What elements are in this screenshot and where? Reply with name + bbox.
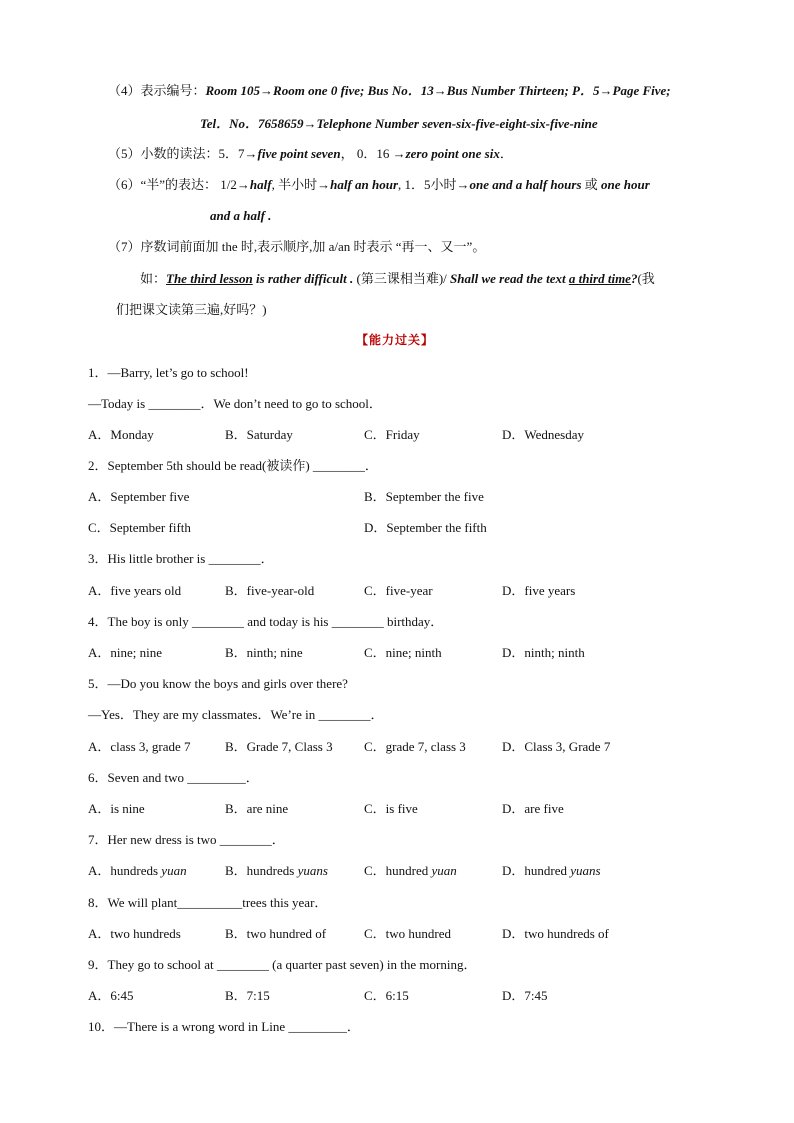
q3-option-d[interactable]: D．five years [502, 583, 576, 598]
question-5-stem-2: —Yes．They are my classmates．We’re in ________． [88, 707, 384, 722]
note-7-ex-prefix: 如： [140, 271, 167, 286]
q2-option-b[interactable]: B．September the five [364, 489, 484, 504]
question-1-stem: 1．—Barry, let’s go to school! [88, 365, 249, 380]
note-5-end: ． [499, 146, 513, 161]
q4-option-a[interactable]: A．nine; nine [88, 645, 163, 660]
note-5-a: five point seven [257, 146, 341, 161]
q5-option-c[interactable]: C．grade 7, class 3 [364, 739, 466, 754]
note-7-ex-cn1: (第三课相当难)/ [353, 271, 451, 286]
note-6 [108, 176, 650, 194]
q1-option-c[interactable]: C．Friday [364, 427, 420, 442]
q6-option-b[interactable]: B．are nine [225, 801, 289, 816]
q5-option-b[interactable]: B．Grade 7, Class 3 [225, 739, 333, 754]
question-1-stem-2: —Today is ________．We don’t need to go to school． [88, 396, 382, 411]
question-6-stem: 6．Seven and two _________． [88, 770, 259, 785]
q3-option-c[interactable]: C．five-year [364, 583, 433, 598]
note-7-ex-cont: 们把课文读第三遍,好吗？) [116, 302, 267, 317]
question-7-stem: 7．Her new dress is two ________． [88, 832, 285, 847]
q5-option-a[interactable]: A．class 3, grade 7 [88, 739, 191, 754]
q7-option-d[interactable] [502, 862, 601, 880]
note-6-c: one and a half hours [469, 177, 582, 192]
q9-option-d[interactable]: D．7:45 [502, 988, 548, 1003]
q2-option-c[interactable]: C．September fifth [88, 520, 191, 535]
q8-option-d[interactable]: D．two hundreds of [502, 926, 609, 941]
q8-option-a[interactable]: A．two hundreds [88, 926, 181, 941]
note-5-mid: ， 0．16 → [340, 146, 406, 161]
note-4-cont: Tel．No．7658659→Telephone Number seven-six-five-eight-six-five-nine [200, 116, 598, 131]
q7-option-a[interactable] [88, 862, 187, 880]
q3-option-b[interactable]: B．five-year-old [225, 583, 315, 598]
note-4 [108, 82, 671, 100]
note-6-prefix: （6）“半”的表达： 1/2→ [108, 177, 250, 192]
note-7-ex-cn2: (我 [637, 271, 655, 286]
q7-option-b-unit: yuans [297, 863, 328, 878]
note-5 [108, 145, 513, 163]
question-5-stem: 5．—Do you know the boys and girls over there? [88, 676, 348, 691]
q7-option-c[interactable] [364, 862, 457, 880]
q6-option-a[interactable]: A．is nine [88, 801, 145, 816]
note-7-ex-b-end: ? [630, 271, 638, 286]
question-2-stem: 2．September 5th should be read(被读作) ________． [88, 458, 378, 473]
note-5-prefix: （5）小数的读法：5．7→ [108, 146, 258, 161]
note-7-ex-a-underlined: The third lesson [166, 271, 253, 286]
q9-option-b[interactable]: B．7:15 [225, 988, 270, 1003]
q7-option-c-unit: yuan [431, 863, 457, 878]
q7-option-a-unit: yuan [161, 863, 187, 878]
note-4-prefix: （4）表示编号： [108, 83, 206, 98]
q7-option-b-text: B．hundreds [225, 863, 298, 878]
note-6-mid2: , 1．5小时→ [398, 177, 470, 192]
note-6-a: half [249, 177, 272, 192]
question-3-stem: 3．His little brother is ________． [88, 551, 274, 566]
q1-option-a[interactable]: A．Monday [88, 427, 154, 442]
q7-option-b[interactable] [225, 862, 328, 880]
q2-option-a[interactable]: A．September five [88, 489, 190, 504]
q6-option-d[interactable]: D．are five [502, 801, 564, 816]
q4-option-d[interactable]: D．ninth; ninth [502, 645, 585, 660]
note-7-ex-b-underlined: a third time [568, 271, 631, 286]
note-6-mid3: 或 [581, 177, 602, 192]
q9-option-c[interactable]: C．6:15 [364, 988, 409, 1003]
note-4-text: Room 105→Room one 0 five; Bus No．13→Bus Number Thirteen; P．5→Page Five; [205, 83, 671, 98]
note-6-mid1: , 半小时→ [271, 177, 331, 192]
note-6-b: half an hour [330, 177, 399, 192]
q7-option-d-unit: yuans [570, 863, 601, 878]
note-6-cont: and a half . [210, 208, 272, 223]
note-5-b: zero point one six [405, 146, 500, 161]
q5-option-d[interactable]: D．Class 3, Grade 7 [502, 739, 611, 754]
q6-option-c[interactable]: C．is five [364, 801, 418, 816]
question-8-stem: 8．We will plant__________trees this year． [88, 895, 328, 910]
section-title: 【能力过关】 [356, 333, 435, 347]
note-7-ex-b: Shall we read the text [450, 271, 569, 286]
question-10-stem: 10．—There is a wrong word in Line _________． [88, 1019, 360, 1034]
q4-option-c[interactable]: C．nine; ninth [364, 645, 442, 660]
q7-option-d-text: D．hundred [502, 863, 571, 878]
q3-option-a[interactable]: A．five years old [88, 583, 182, 598]
note-7-ex-a: is rather difficult . [252, 271, 354, 286]
q1-option-d[interactable]: D．Wednesday [502, 427, 584, 442]
q7-option-c-text: C．hundred [364, 863, 432, 878]
q8-option-b[interactable]: B．two hundred of [225, 926, 327, 941]
q2-option-d[interactable]: D．September the fifth [364, 520, 487, 535]
q7-option-a-text: A．hundreds [88, 863, 162, 878]
q9-option-a[interactable]: A．6:45 [88, 988, 134, 1003]
q4-option-b[interactable]: B．ninth; nine [225, 645, 303, 660]
note-7-example [140, 270, 655, 288]
question-9-stem: 9．They go to school at ________ (a quarter past seven) in the morning． [88, 957, 477, 972]
q8-option-c[interactable]: C．two hundred [364, 926, 452, 941]
note-7: （7）序数词前面加 the 时,表示顺序,加 a/an 时表示 “再一、又一”。 [108, 239, 486, 254]
q1-option-b[interactable]: B．Saturday [225, 427, 293, 442]
question-4-stem: 4．The boy is only ________ and today is his ________ birthday． [88, 614, 444, 629]
note-6-d: one hour [601, 177, 650, 192]
